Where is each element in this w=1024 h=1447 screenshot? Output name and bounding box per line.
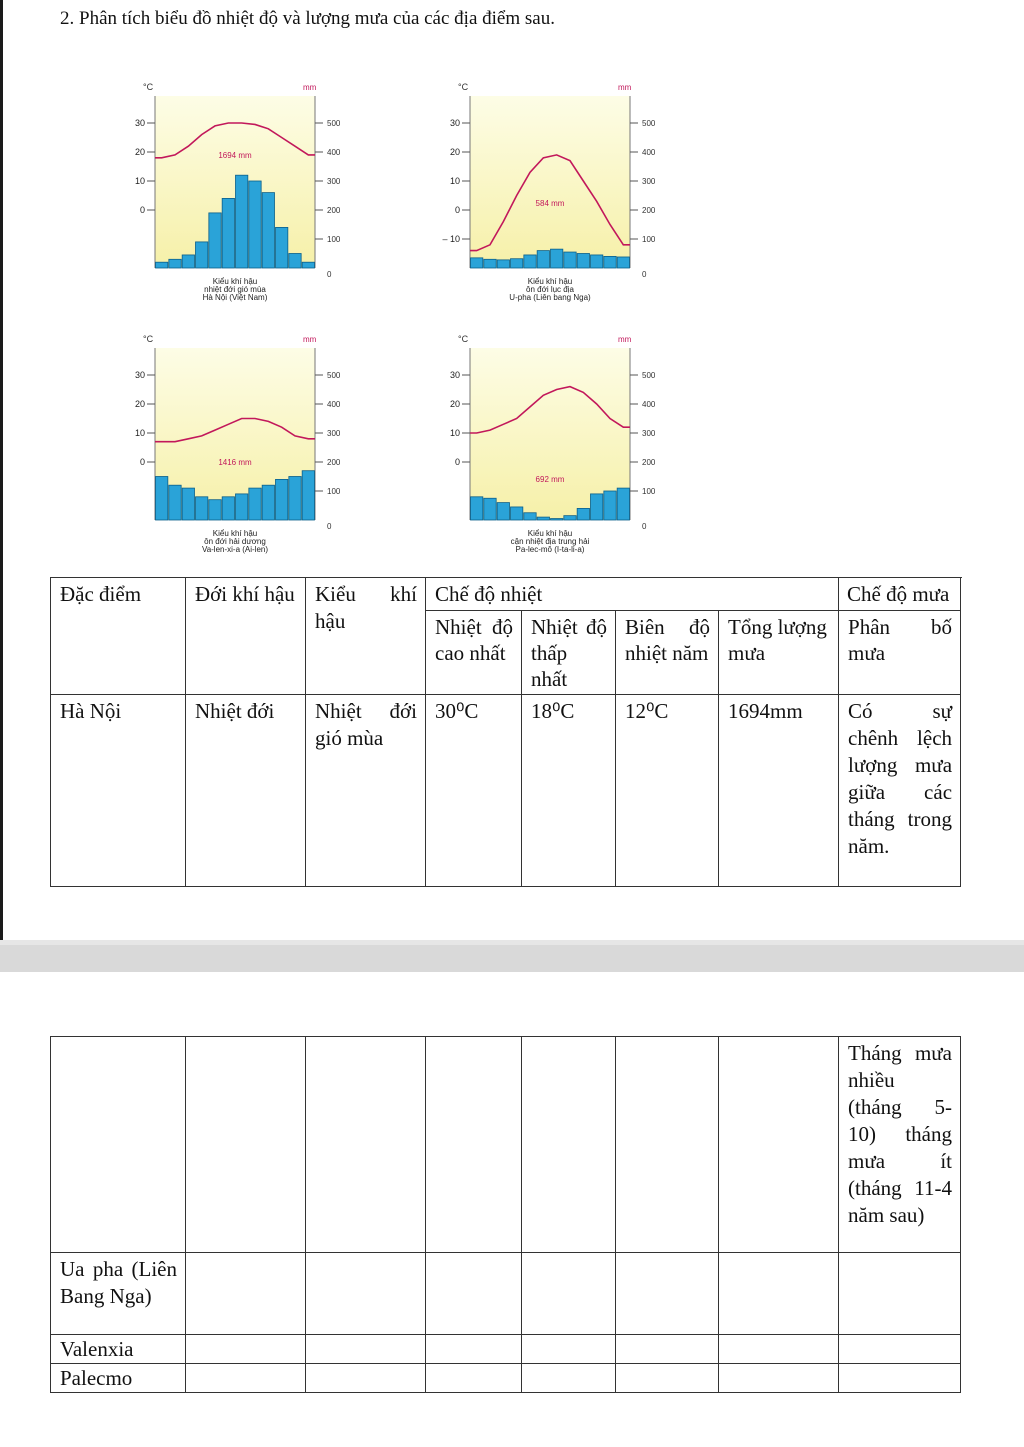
rain-tick-label: 200 — [327, 458, 341, 467]
cell-place: Hà Nội — [51, 695, 186, 887]
header-nhiet-thap: Nhiệt độ thấp nhất — [522, 611, 616, 695]
plot-area — [470, 96, 630, 268]
blank-cell — [186, 1364, 306, 1393]
climate-table-1 — [50, 577, 961, 887]
caption-line: ôn đới lục địa — [526, 285, 574, 294]
rain-tick-label: 100 — [327, 487, 341, 496]
rain-tick-label: 300 — [327, 177, 341, 186]
cell-rain-distribution-note: Tháng mưa nhiều (tháng 5-10) tháng mưa ít (tháng 11-4 năm sau) — [839, 1037, 961, 1253]
blank-cell — [426, 1253, 522, 1335]
cell-range: 12⁰C — [616, 695, 719, 887]
blank-cell — [306, 1364, 426, 1393]
rain-tick-label: 100 — [642, 235, 656, 244]
temp-tick-label: 30 — [134, 118, 145, 128]
rain-tick-label: 400 — [642, 400, 656, 409]
temp-tick-label: 20 — [134, 399, 145, 409]
blank-cell — [51, 1037, 186, 1253]
rain-bar — [497, 260, 509, 268]
temp-tick-label: 10 — [134, 176, 145, 186]
caption-line: ôn đới hải dương — [204, 537, 266, 546]
rain-bar — [604, 491, 616, 520]
rain-tick-label: 300 — [642, 177, 656, 186]
caption-line: Pa-lec-mô (I-ta-li-a) — [515, 545, 585, 554]
rain-bar — [236, 494, 248, 520]
rain-bar — [537, 517, 549, 520]
temp-tick-label: 0 — [454, 457, 460, 467]
rain-tick-label: 500 — [642, 119, 656, 128]
rain-bar — [591, 494, 603, 520]
total-rain-label: 692 mm — [535, 475, 565, 484]
temp-tick-label: 20 — [449, 399, 460, 409]
caption-line: Kiểu khí hậu — [527, 277, 573, 286]
chart-ufa — [425, 78, 675, 310]
rain-bar — [182, 255, 194, 268]
rain-tick-label: 200 — [642, 458, 656, 467]
rain-bar — [524, 255, 536, 268]
blank-cell — [306, 1335, 426, 1364]
climate-charts — [0, 0, 1024, 570]
rain-bar — [222, 497, 234, 520]
temp-tick-label: 0 — [454, 205, 460, 215]
caption-line: cận nhiệt địa trung hải — [510, 537, 590, 546]
caption-line: Va-len-xi-a (Ai-len) — [201, 545, 269, 554]
rain-bar — [276, 479, 288, 520]
rain-bar — [249, 181, 261, 268]
question-title: 2. Phân tích biểu đồ nhiệt độ và lượng mưa của các địa điểm sau. — [60, 8, 555, 29]
blank-cell — [616, 1364, 719, 1393]
blank-cell — [839, 1335, 961, 1364]
blank-cell — [186, 1037, 306, 1253]
rain-bar — [471, 497, 483, 520]
rain-bar — [169, 485, 181, 520]
rain-tick-label: 0 — [642, 522, 647, 531]
rain-bar — [511, 259, 523, 268]
blank-cell — [839, 1253, 961, 1335]
rain-bar — [591, 255, 603, 268]
rain-bar — [604, 256, 616, 268]
temp-tick-label: 10 — [449, 176, 460, 186]
rain-tick-label: 300 — [327, 429, 341, 438]
header-nhiet-cao: Nhiệt độ cao nhất — [426, 611, 522, 695]
blank-cell — [426, 1335, 522, 1364]
rain-bar — [471, 258, 483, 268]
plot-area — [155, 96, 315, 268]
rain-unit-label: mm — [618, 83, 632, 92]
rain-tick-label: 200 — [642, 206, 656, 215]
blank-cell — [719, 1037, 839, 1253]
rain-bar — [262, 193, 274, 268]
temp-tick-label: 30 — [449, 370, 460, 380]
header-che-do-mua: Chế độ mưa — [839, 578, 961, 611]
rain-tick-label: 300 — [642, 429, 656, 438]
temp-tick-label: – 10 — [442, 234, 460, 244]
temp-tick-label: 30 — [449, 118, 460, 128]
rain-bar — [577, 254, 589, 269]
rain-bar — [209, 500, 221, 520]
rain-tick-label: 0 — [327, 270, 332, 279]
rain-bar — [262, 485, 274, 520]
chart-palermo — [425, 330, 675, 562]
rain-bar — [511, 507, 523, 520]
total-rain-label: 584 mm — [535, 199, 565, 208]
rain-bar — [196, 242, 208, 268]
rain-bar — [289, 477, 301, 521]
rain-tick-label: 400 — [642, 148, 656, 157]
row-label-ufa: Ua pha (Liên Bang Nga) — [51, 1253, 186, 1335]
rain-bar — [222, 198, 234, 268]
climate-table-2 — [50, 1036, 961, 1393]
blank-cell — [426, 1364, 522, 1393]
page-gap — [0, 945, 1024, 972]
caption-line: Kiểu khí hậu — [212, 529, 258, 538]
blank-cell — [839, 1364, 961, 1393]
row-label-valentia: Valenxia — [51, 1335, 186, 1364]
rain-bar — [302, 471, 314, 520]
rain-tick-label: 0 — [327, 522, 332, 531]
blank-cell — [522, 1335, 616, 1364]
chart-valentia — [110, 330, 360, 562]
caption-line: Kiểu khí hậu — [212, 277, 258, 286]
blank-cell — [306, 1037, 426, 1253]
rain-bar — [551, 519, 563, 520]
header-dac-diem: Đặc điểm — [51, 578, 186, 695]
cell-zone: Nhiệt đới — [186, 695, 306, 887]
temp-tick-label: 20 — [449, 147, 460, 157]
rain-bar — [196, 497, 208, 520]
rain-bar — [564, 252, 576, 268]
blank-cell — [616, 1037, 719, 1253]
temp-unit-label: °C — [143, 334, 154, 344]
blank-cell — [719, 1253, 839, 1335]
rain-bar — [182, 488, 194, 520]
rain-bar — [209, 213, 221, 268]
rain-tick-label: 500 — [642, 371, 656, 380]
rain-tick-label: 400 — [327, 148, 341, 157]
rain-bar — [551, 249, 563, 268]
cell-distribution: Có sự chênh lệch lượng mưa giữa các tháng trong năm. — [839, 695, 961, 887]
caption-line: Kiểu khí hậu — [527, 529, 573, 538]
blank-cell — [522, 1037, 616, 1253]
cell-tmax: 30⁰C — [426, 695, 522, 887]
cell-total: 1694mm — [719, 695, 839, 887]
rain-bar — [484, 498, 496, 520]
rain-bar — [564, 516, 576, 520]
rain-bar — [156, 262, 168, 268]
rain-bar — [156, 477, 168, 521]
row-label-palermo: Palecmo — [51, 1364, 186, 1393]
blank-cell — [719, 1364, 839, 1393]
rain-unit-label: mm — [618, 335, 632, 344]
header-doi-khi-hau: Đới khí hậu — [186, 578, 306, 695]
rain-bar — [524, 513, 536, 520]
rain-bar — [617, 257, 629, 268]
header-tong-luong: Tổng lượng mưa — [719, 611, 839, 695]
temp-tick-label: 30 — [134, 370, 145, 380]
rain-tick-label: 100 — [327, 235, 341, 244]
blank-cell — [719, 1335, 839, 1364]
cell-tmin: 18⁰C — [522, 695, 616, 887]
blank-cell — [616, 1335, 719, 1364]
chart-hanoi — [110, 78, 360, 310]
rain-tick-label: 100 — [642, 487, 656, 496]
header-kieu-khi-hau: Kiểu khí hậu — [306, 578, 426, 695]
total-rain-label: 1694 mm — [218, 151, 252, 160]
total-rain-label: 1416 mm — [218, 458, 252, 467]
rain-bar — [484, 259, 496, 268]
rain-tick-label: 400 — [327, 400, 341, 409]
blank-cell — [522, 1253, 616, 1335]
temp-unit-label: °C — [458, 334, 469, 344]
temp-unit-label: °C — [458, 82, 469, 92]
rain-tick-label: 200 — [327, 206, 341, 215]
cell-type: Nhiệt đới gió mùa — [306, 695, 426, 887]
rain-bar — [497, 503, 509, 520]
blank-cell — [186, 1335, 306, 1364]
temp-tick-label: 0 — [139, 205, 145, 215]
caption-line: Hà Nội (Việt Nam) — [202, 293, 268, 302]
blank-cell — [522, 1364, 616, 1393]
rain-bar — [249, 488, 261, 520]
caption-line: nhiệt đới gió mùa — [204, 285, 266, 294]
rain-bar — [577, 508, 589, 520]
blank-cell — [186, 1253, 306, 1335]
temp-tick-label: 0 — [139, 457, 145, 467]
rain-bar — [276, 227, 288, 268]
rain-bar — [302, 262, 314, 268]
rain-bar — [169, 259, 181, 268]
temp-tick-label: 10 — [449, 428, 460, 438]
header-bien-do: Biên độ nhiệt năm — [616, 611, 719, 695]
temp-tick-label: 10 — [134, 428, 145, 438]
rain-bar — [537, 251, 549, 268]
rain-bar — [289, 254, 301, 269]
header-che-do-nhiet: Chế độ nhiệt — [426, 578, 839, 611]
rain-tick-label: 500 — [327, 119, 341, 128]
rain-bar — [617, 488, 629, 520]
header-phan-bo: Phân bố mưa — [839, 611, 961, 695]
temp-unit-label: °C — [143, 82, 154, 92]
blank-cell — [426, 1037, 522, 1253]
rain-tick-label: 0 — [642, 270, 647, 279]
temp-tick-label: 20 — [134, 147, 145, 157]
rain-unit-label: mm — [303, 83, 317, 92]
blank-cell — [616, 1253, 719, 1335]
rain-unit-label: mm — [303, 335, 317, 344]
caption-line: U-pha (Liên bang Nga) — [509, 293, 591, 302]
rain-bar — [236, 175, 248, 268]
blank-cell — [306, 1253, 426, 1335]
rain-tick-label: 500 — [327, 371, 341, 380]
